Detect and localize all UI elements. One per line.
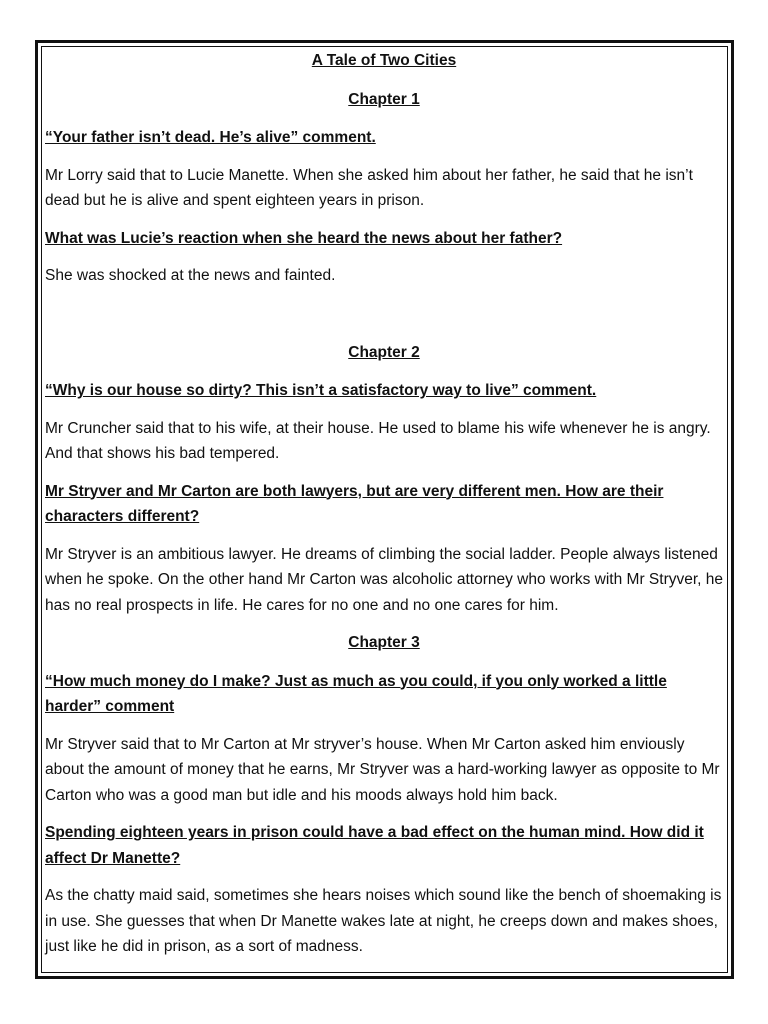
document-title: A Tale of Two Cities <box>311 52 457 69</box>
chapter-3-answer-1: Mr Stryver said that to Mr Carton at Mr stryver’s house. When Mr Carton asked him enviously about the amount of money that he earns, Mr Stryver was a hard-working lawyer as opposite to Mr Carton who was a good man but idle and his moods always hold him back. <box>45 735 720 804</box>
document-body <box>45 48 723 972</box>
chapter-2-answer-2: Mr Stryver is an ambitious lawyer. He dreams of climbing the social ladder. People always listened when he spoke. On the other hand Mr Carton was alcoholic attorney who works with Mr Stryver, he has no real prospects in life. He cares for no one and no one cares for him. <box>45 545 724 614</box>
chapter-1-heading: Chapter 1 <box>348 90 420 108</box>
chapter-2-heading: Chapter 2 <box>348 343 420 361</box>
chapter-3-answer-2: As the chatty maid said, sometimes she hears noises which sound like the bench of shoemaking is in use. She guesses that when Dr Manette wakes late at night, he creeps down and makes shoes, just like he did in prison, as a sort of madness. <box>45 887 722 955</box>
chapter-3-question-1: “How much money do I make? Just as much as you could, if you only worked a little harder” comment <box>45 672 667 715</box>
chapter-1-question-1: “Your father isn’t dead. He’s alive” comment. <box>45 129 376 146</box>
chapter-2-question-1: “Why is our house so dirty? This isn’t a satisfactory way to live” comment. <box>45 382 597 399</box>
chapter-1-answer-1: Mr Lorry said that to Lucie Manette. When she asked him about her father, he said that he isn’t dead but he is alive and spent eighteen years in prison. <box>45 166 693 209</box>
chapter-3-heading: Chapter 3 <box>348 634 420 651</box>
chapter-1-question-2: What was Lucie’s reaction when she heard the news about her father? <box>45 229 563 247</box>
section-spacer <box>45 301 723 340</box>
chapter-2-answer-1: Mr Cruncher said that to his wife, at their house. He used to blame his wife whenever he is angry. And that shows his bad tempered. <box>45 419 711 462</box>
chapter-3-question-2: Spending eighteen years in prison could have a bad effect on the human mind. How did it affect Dr Manette? <box>45 824 704 867</box>
chapter-2-question-2: Mr Stryver and Mr Carton are both lawyers, but are very different men. How are their characters different? <box>45 482 664 525</box>
chapter-1-answer-2: She was shocked at the news and fainted. <box>45 267 336 284</box>
